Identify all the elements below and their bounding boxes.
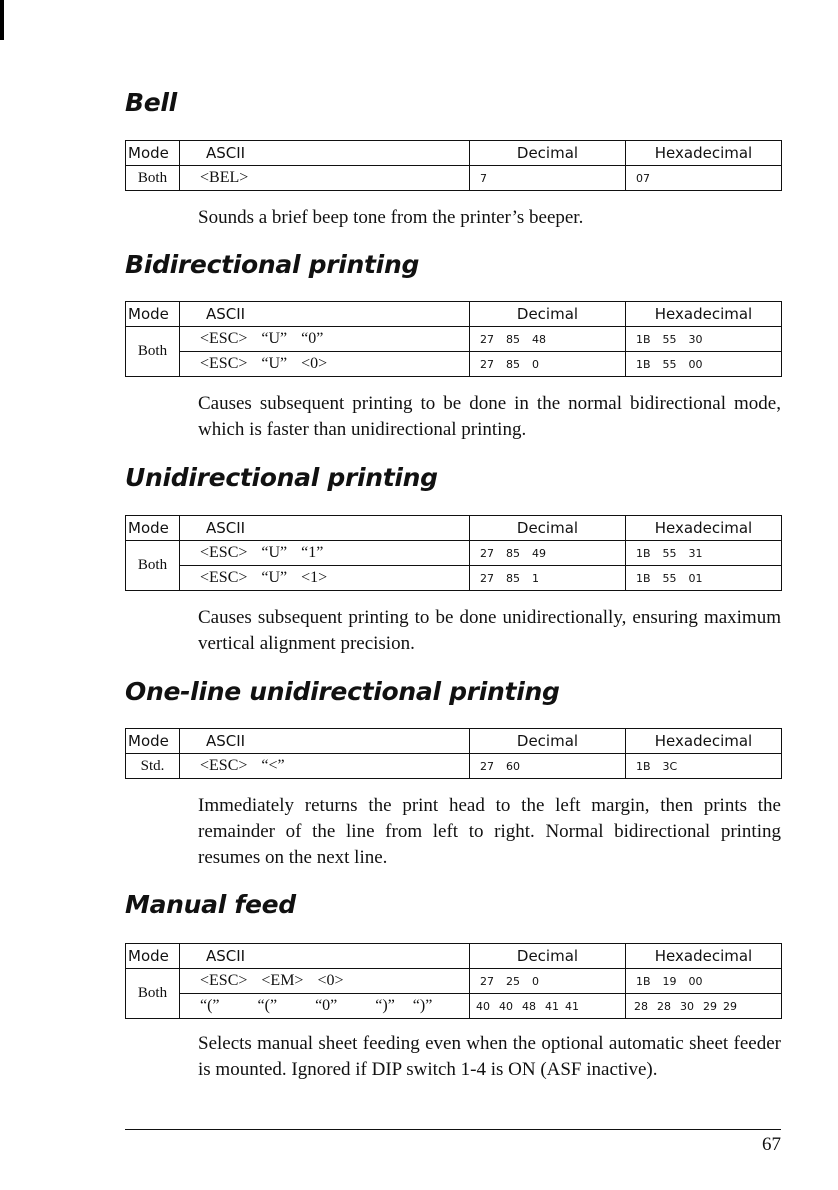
ascii-header: ASCII bbox=[180, 141, 470, 166]
table-row bbox=[126, 541, 782, 566]
ascii-value: <ESC> <EM> <0> bbox=[180, 969, 470, 994]
hex-value: 1B 55 01 bbox=[626, 566, 782, 591]
table-header-row bbox=[126, 302, 782, 327]
decimal-header: Decimal bbox=[470, 141, 626, 166]
hex-header: Hexadecimal bbox=[626, 516, 782, 541]
decimal-value: 27 85 49 bbox=[470, 541, 626, 566]
command-table-unidirectional bbox=[125, 515, 782, 591]
command-table-manual-feed bbox=[125, 943, 782, 1019]
ascii-value: “(” “(” “0” “)” “)” bbox=[180, 994, 470, 1019]
section-description-unidirectional: Causes subsequent printing to be done unidirectionally, ensuring maximum vertical alignment precision. bbox=[198, 607, 781, 654]
table-row bbox=[126, 566, 782, 591]
decimal-value: 27 60 bbox=[470, 754, 626, 779]
section-title-one-line-unidirectional: One-line unidirectional printing bbox=[125, 677, 560, 706]
ascii-value: <ESC> “U” “1” bbox=[180, 541, 470, 566]
mode-header: Mode bbox=[126, 516, 180, 541]
footer-rule bbox=[125, 1129, 781, 1130]
section-description-bell: Sounds a brief beep tone from the printer’s beeper. bbox=[198, 207, 584, 228]
section-title-bell: Bell bbox=[125, 88, 177, 117]
decimal-header: Decimal bbox=[470, 302, 626, 327]
page-number: 67 bbox=[762, 1134, 781, 1155]
mode-value: Std. bbox=[126, 754, 180, 779]
hex-value: 07 bbox=[626, 166, 782, 191]
decimal-header: Decimal bbox=[470, 516, 626, 541]
hex-value: 1B 19 00 bbox=[626, 969, 782, 994]
mode-header: Mode bbox=[126, 302, 180, 327]
mode-header: Mode bbox=[126, 729, 180, 754]
ascii-header: ASCII bbox=[180, 944, 470, 969]
ascii-header: ASCII bbox=[180, 729, 470, 754]
section-description-bidirectional: Causes subsequent printing to be done in the normal bidirectional mode, which is faster than unidirectional printing. bbox=[198, 393, 781, 440]
hex-header: Hexadecimal bbox=[626, 302, 782, 327]
section-description-manual-feed: Selects manual sheet feeding even when the optional automatic sheet feeder is mounted. Ignored if DIP switch 1-4 is ON (ASF inactive). bbox=[198, 1033, 781, 1080]
hex-header: Hexadecimal bbox=[626, 141, 782, 166]
decimal-value: 27 85 48 bbox=[470, 327, 626, 352]
ascii-header: ASCII bbox=[180, 302, 470, 327]
table-header-row bbox=[126, 516, 782, 541]
table-row bbox=[126, 352, 782, 377]
ascii-value: <ESC> “<” bbox=[180, 754, 470, 779]
mode-value: Both bbox=[126, 166, 180, 191]
decimal-value: 27 25 0 bbox=[470, 969, 626, 994]
hex-value: 28 28 30 29 29 bbox=[626, 994, 782, 1019]
table-header-row bbox=[126, 729, 782, 754]
decimal-header: Decimal bbox=[470, 944, 626, 969]
table-header-row bbox=[126, 944, 782, 969]
table-row bbox=[126, 994, 782, 1019]
hex-value: 1B 3C bbox=[626, 754, 782, 779]
table-row bbox=[126, 166, 782, 191]
table-header-row bbox=[126, 141, 782, 166]
section-title-manual-feed: Manual feed bbox=[125, 890, 296, 919]
section-title-unidirectional: Unidirectional printing bbox=[125, 463, 438, 492]
decimal-value: 27 85 1 bbox=[470, 566, 626, 591]
decimal-value: 40 40 48 41 41 bbox=[470, 994, 626, 1019]
hex-header: Hexadecimal bbox=[626, 729, 782, 754]
hex-value: 1B 55 31 bbox=[626, 541, 782, 566]
section-title-bidirectional: Bidirectional printing bbox=[125, 250, 420, 279]
ascii-header: ASCII bbox=[180, 516, 470, 541]
command-table-bidirectional bbox=[125, 301, 782, 377]
mode-value: Both bbox=[126, 327, 180, 377]
table-row bbox=[126, 969, 782, 994]
mode-header: Mode bbox=[126, 141, 180, 166]
command-table-bell bbox=[125, 140, 782, 191]
ascii-value: <BEL> bbox=[180, 166, 470, 191]
table-row bbox=[126, 327, 782, 352]
ascii-value: <ESC> “U” <0> bbox=[180, 352, 470, 377]
hex-header: Hexadecimal bbox=[626, 944, 782, 969]
decimal-value: 7 bbox=[470, 166, 626, 191]
mode-value: Both bbox=[126, 541, 180, 591]
decimal-header: Decimal bbox=[470, 729, 626, 754]
decimal-value: 27 85 0 bbox=[470, 352, 626, 377]
section-description-one-line-unidirectional: Immediately returns the print head to the left margin, then prints the remainder of the line from left to right. Normal bidirectional printing resumes on the next line. bbox=[198, 795, 781, 868]
table-row bbox=[126, 754, 782, 779]
ascii-value: <ESC> “U” <1> bbox=[180, 566, 470, 591]
mode-header: Mode bbox=[126, 944, 180, 969]
hex-value: 1B 55 30 bbox=[626, 327, 782, 352]
hex-value: 1B 55 00 bbox=[626, 352, 782, 377]
mode-value: Both bbox=[126, 969, 180, 1019]
ascii-value: <ESC> “U” “0” bbox=[180, 327, 470, 352]
command-table-one-line-unidirectional bbox=[125, 728, 782, 779]
